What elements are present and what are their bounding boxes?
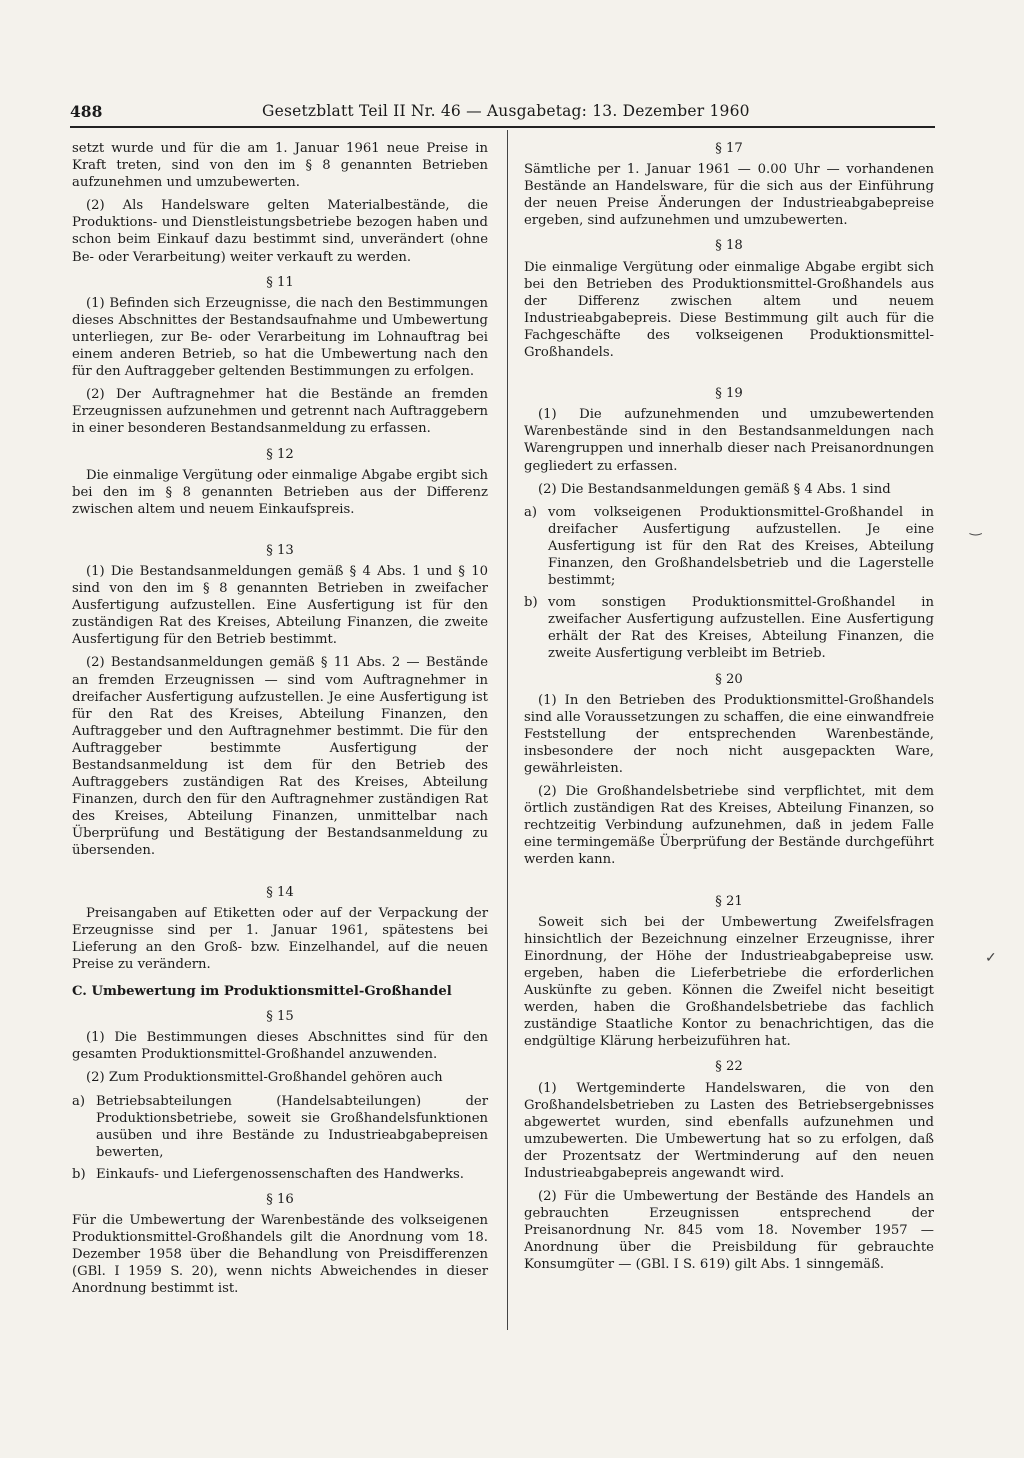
paragraph: Die einmalige Vergütung oder einmalige Abgabe ergibt sich bei den Betrieben des Produktionsmittel-Großhandels aus der Differenz zwischen altem und neuem Industrieabgabepreis. Diese Bestimmung gilt auch für die Fachgeschäfte des volkseigenen Produktionsmittel-Großhandels. [524,259,934,361]
spacer [524,367,934,377]
list-label: a) [524,504,538,520]
paragraph: (2) Die Großhandelsbetriebe sind verpflichtet, mit dem örtlich zuständigen Rat des Kreises, Abteilung Finanzen, so rechtzeitig Verbindung aufzunehmen, daß in jedem Falle eine termingemäße Überprüfung der Bestände durchgeführt werden kann. [524,784,934,868]
list-item [524,504,934,589]
section-number: § 19 [715,386,743,402]
paragraph: Soweit sich bei der Umbewertung Zweifelsfragen hinsichtlich der Bezeichnung einzelner Erzeugnisse, ihrer Einordnung, der Höhe der Industrieabgabepreise usw. ergeben, haben die Lieferbetriebe die erforderlichen Auskünfte zu geben. Können die Zweifel nicht beseitigt werden, haben die Großhandelsbetriebe das fachlich zuständige Staatliche Kontor zu benachrichtigen, das die endgültige Klärung herbeizuführen hat. [524,914,934,1050]
list-text: Betriebsabteilungen (Handelsabteilungen) der Produktionsbetriebe, soweit sie Großhandelsfunktionen ausüben und ihre Bestände zu Industrieabgabepreisen bewerten, [96,1093,488,1160]
paragraph: (2) Die Bestandsanmeldungen gemäß § 4 Abs. 1 sind [538,481,891,497]
section-number: § 17 [715,141,743,156]
list-text: Einkaufs- und Liefergenossenschaften des Handwerks. [96,1166,464,1182]
paragraph: Für die Umbewertung der Warenbestände des volkseigenen Produktionsmittel-Großhandels gilt die Anordnung vom 18. Dezember 1958 über die Behandlung von Preisdifferenzen (GBl. I 1959 S. 20), wenn nichts Abweichendes in dieser Anordnung bestimmt ist. [72,1213,488,1297]
paragraph: (1) Wertgeminderte Handelswaren, die von den Großhandelsbetrieben zu Lasten des Betriebsergebnisses abgewertet wurden, sind ebenfalls aufzunehmen und umzubewerten. Die Umbewertung hat so zu erfolgen, daß der Prozentsatz der Wertminderung auf den neuen Industrieabgabepreis angewandt wird. [524,1080,934,1181]
section-number: § 20 [715,671,743,687]
paragraph: (2) Bestandsanmeldungen gemäß § 11 Abs. 2 — Bestände an fremden Erzeugnissen — sind vom Auftragnehmer in dreifacher Ausfertigung aufzustellen. Je eine Ausfertigung ist für den Rat des Kreises, Abteilung Finanzen, den Auftraggeber und den Auftragnehmer bestimmt. Die für den Auftraggeber bestimmte Ausfertigung der Bestandsanmeldung ist dem für den Betrieb des Auftraggebers zuständigen Rat des Kreises, Abteilung Finanzen, durch den für den Auftragnehmer zuständigen Rat des Kreises, Abteilung Finanzen, unmittelbar nach Überprüfung und Bestätigung der Bestandsanmeldung zu übersenden. [72,655,488,859]
paragraph: (2) Als Handelsware gelten Materialbestände, die Produktions- und Dienstleistungsbetriebe bezogen haben und schon beim Einkauf dazu bestimmt sind, unverändert (ohne Be- oder Verarbeitung) weiter verkauft zu werden. [72,198,488,265]
section-number: § 22 [715,1059,743,1075]
list-label: b) [72,1166,86,1182]
paragraph: Sämtliche per 1. Januar 1961 — 0.00 Uhr — vorhandenen Bestände an Handelsware, für die sich aus der Einführung der neuen Preise Änderungen der Industrieabgabepreise ergeben, sind aufzunehmen und umzubewerten. [524,162,934,229]
section-number: § 12 [266,446,294,462]
paragraph: (1) In den Betrieben des Produktionsmittel-Großhandels sind alle Voraussetzungen zu schaffen, die eine einwandfreie Feststellung der entsprechenden Warenbestände, insbesondere der noch nicht ausgepackten Ware, gewährleisten. [524,692,934,776]
paragraph: setzt wurde und für die am 1. Januar 1961 neue Preise in Kraft treten, sind von den im § 8 genannten Betrieben aufzunehmen und umzubewerten. [72,141,488,191]
margin-mark-icon: ‿ [970,520,982,536]
list-item [72,1166,488,1183]
paragraph: (1) Die Bestimmungen dieses Abschnittes sind für den gesamten Produktionsmittel-Großhandel anzuwenden. [72,1030,488,1063]
page-header [70,98,935,128]
margin-mark-icon: ✓ [985,950,997,966]
right-column [524,140,934,1280]
header-title: Gesetzblatt Teil II Nr. 46 — Ausgabetag: 13. Dezember 1960 [262,102,750,120]
spacer [524,875,934,885]
paragraph: (2) Für die Umbewertung der Bestände des Handels an gebrauchten Erzeugnissen entsprechend der Preisanordnung Nr. 845 vom 18. November 1957 — Anordnung über die Preisbildung für gebrauchte Konsumgüter — (GBl. I S. 619) gilt Abs. 1 sinngemäß. [524,1189,934,1273]
paragraph: (1) Die Bestandsanmeldungen gemäß § 4 Abs. 1 und § 10 sind von den im § 8 genannten Betrieben in zweifacher Ausfertigung aufzustellen. Eine Ausfertigung ist für den zuständigen Rat des Kreises, Abteilung Finanzen, die zweite Ausfertigung für den Betrieb bestimmt. [72,563,488,648]
paragraph: (2) Zum Produktionsmittel-Großhandel gehören auch [86,1070,443,1086]
section-number: § 16 [266,1191,294,1207]
paragraph: Preisangaben auf Etiketten oder auf der Verpackung der Erzeugnisse sind per 1. Januar 1961, spätestens bei Lieferung an den Groß- bzw. Einzelhandel, auf die neuen Preise zu verändern. [72,905,488,972]
list-item [72,1093,488,1161]
paragraph: (1) Befinden sich Erzeugnisse, die nach den Bestimmungen dieses Abschnittes der Bestandsaufnahme und Umbewertung unterliegen, zur Be- oder Verarbeitung im Lohnauftrag bei einem anderen Betrieb, so hat die Umbewertung nach den für den Auftraggeber geltenden Bestimmungen zu erfolgen. [72,295,488,380]
chapter-heading: C. Umbewertung im Produktionsmittel-Großhandel [72,984,452,1000]
paragraph: (1) Die aufzunehmenden und umzubewertenden Warenbestände sind in den Bestandsanmeldungen nach Warengruppen und innerhalb dieser nach Preisanordnungen gegliedert zu erfassen. [524,407,934,474]
section-number: § 18 [715,238,743,254]
list-text: vom volkseigenen Produktionsmittel-Großhandel in dreifacher Ausfertigung aufzustellen. Je eine Ausfertigung ist für den Rat des Kreises, Abteilung Finanzen, den Großhandelsbetrieb und die Lagerstelle bestimmt; [548,504,934,589]
spacer [72,866,488,876]
page-number: 488 [70,102,103,121]
paragraph: Die einmalige Vergütung oder einmalige Abgabe ergibt sich bei den im § 8 genannten Betrieben aus der Differenz zwischen altem und neuem Einkaufspreis. [72,467,488,517]
paragraph: (2) Der Auftragnehmer hat die Bestände an fremden Erzeugnissen aufzunehmen und getrennt nach Auftraggebern in einer besonderen Bestandsanmeldung zu erfassen. [72,387,488,437]
section-number: § 14 [266,884,294,900]
list-item [524,594,934,662]
section-number: § 11 [266,274,294,290]
list-label: b) [524,595,538,611]
section-number: § 13 [266,542,294,558]
column-divider [507,130,508,1330]
section-number: § 15 [266,1009,294,1025]
left-column [72,140,488,1304]
list-label: a) [72,1093,86,1109]
list-text: vom sonstigen Produktionsmittel-Großhandel in zweifacher Ausfertigung aufzustellen. Eine Ausfertigung erhält der Rat des Kreises, Abteilung Finanzen, die zweite Ausfertigung verbleibt im Betrieb. [548,595,934,662]
section-number: § 21 [715,893,743,909]
spacer [72,524,488,534]
